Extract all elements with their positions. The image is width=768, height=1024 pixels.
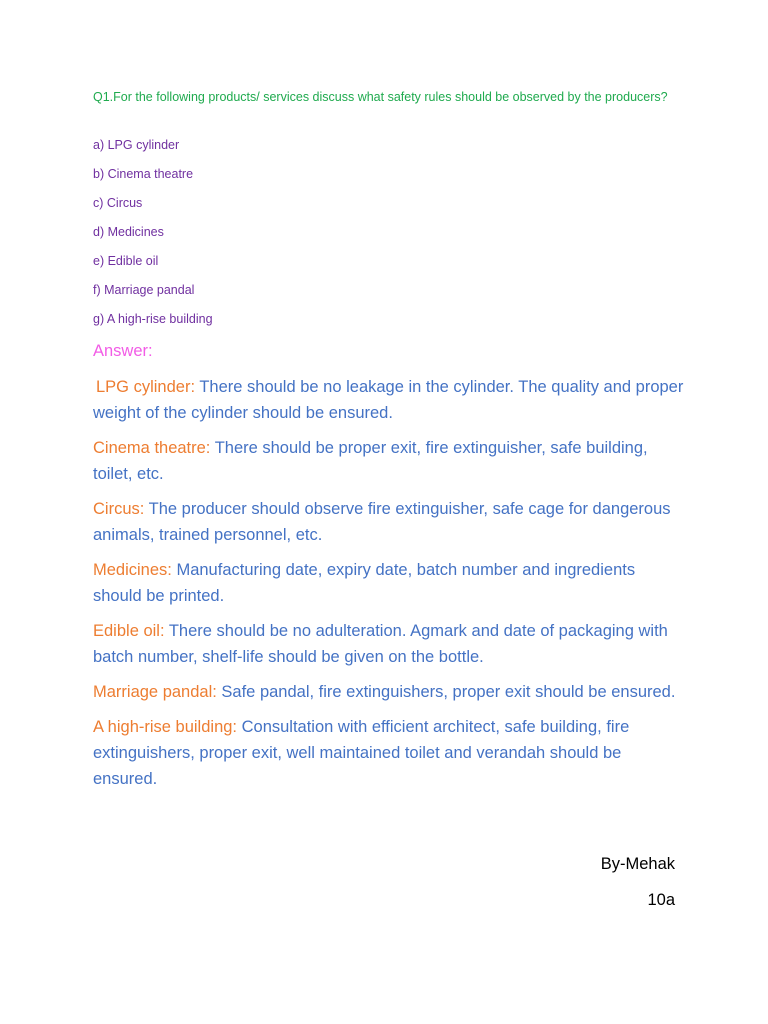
option-item: c) Circus — [93, 196, 143, 210]
answer-text: Consultation with efficient architect, safe building, fire extinguishers, proper exit, well maintained toilet and verandah should be ensured. — [93, 718, 630, 788]
answer-term: Marriage pandal: — [93, 683, 217, 701]
answer-text: There should be proper exit, fire extinguisher, safe building, toilet, etc. — [93, 439, 648, 483]
answer-term: Edible oil: — [93, 622, 165, 640]
answer-text: The producer should observe fire extinguisher, safe cage for dangerous animals, trained personnel, etc. — [93, 500, 671, 544]
option-item: g) A high-rise building — [93, 312, 213, 326]
answer-heading: Answer: — [93, 342, 153, 360]
answer-item — [93, 374, 688, 426]
option-item: b) Cinema theatre — [93, 167, 194, 181]
option-item: e) Edible oil — [93, 254, 159, 268]
answer-item — [93, 557, 688, 609]
answer-term: Medicines: — [93, 561, 172, 579]
question-text: Q1.For the following products/ services discuss what safety rules should be observed by the producers? — [93, 90, 668, 104]
option-item: a) LPG cylinder — [93, 138, 180, 152]
author-signature: By-Mehak — [600, 855, 675, 873]
answers-list — [93, 374, 688, 801]
answer-item — [93, 496, 688, 548]
answer-text: Safe pandal, fire extinguishers, proper exit should be ensured. — [216, 683, 676, 701]
options-list — [93, 137, 213, 340]
answer-item — [93, 714, 688, 792]
answer-item — [93, 435, 688, 487]
answer-term: Circus: — [93, 500, 145, 518]
answer-text: There should be no adulteration. Agmark and date of packaging with batch number, shelf-life should be given on the bottle. — [93, 622, 668, 666]
answer-item — [93, 679, 688, 705]
option-item: d) Medicines — [93, 225, 164, 239]
answer-term: A high-rise building: — [93, 718, 238, 736]
answer-term: Cinema theatre: — [93, 439, 211, 457]
answer-item — [93, 618, 688, 670]
option-item: f) Marriage pandal — [93, 283, 195, 297]
answer-text: Manufacturing date, expiry date, batch number and ingredients should be printed. — [93, 561, 636, 605]
answer-term: LPG cylinder: — [96, 378, 196, 396]
author-class: 10a — [647, 891, 675, 909]
answer-text: There should be no leakage in the cylinder. The quality and proper weight of the cylinder should be ensured. — [93, 378, 684, 422]
